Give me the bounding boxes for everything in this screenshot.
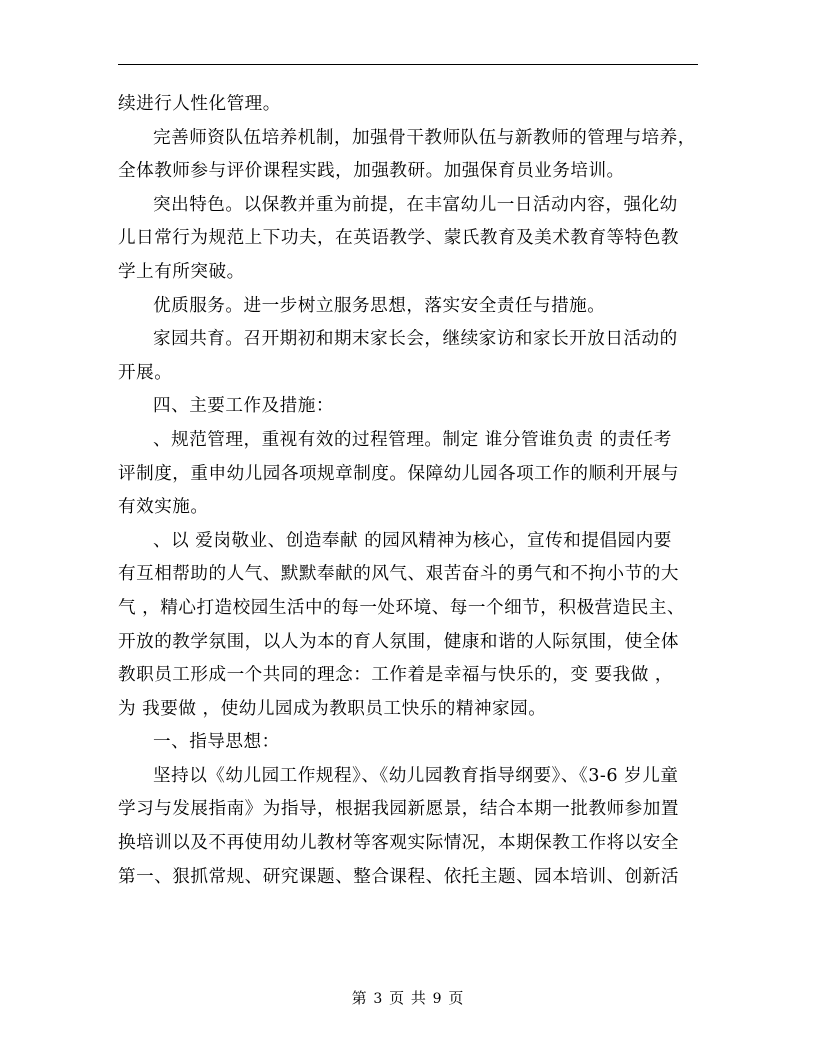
text-line: 、规范管理，重视有效的过程管理。制定 谁分管谁负责 的责任考 <box>153 429 672 450</box>
footer-middle: 页 共 <box>389 989 427 1007</box>
text-line: 学上有所突破。 <box>118 261 245 282</box>
total-page-number: 9 <box>432 991 443 1007</box>
text-line: 评制度，重申幼儿园各项规章制度。保障幼儿园各项工作的顺利开展与 <box>118 463 679 484</box>
text-line: 一、指导思想： <box>153 732 280 753</box>
text-line: 全体教师参与评价课程实践，加强教研。加强保育员业务培训。 <box>118 161 625 182</box>
text-line: 坚持以《幼儿园工作规程》、《幼儿园教育指导纲要》、《3-6 岁儿童 <box>153 765 679 786</box>
text-line: 四、主要工作及措施： <box>153 396 334 417</box>
text-line: 气 ，精心打造校园生活中的每一处环境、每一个细节，积极营造民主、 <box>118 597 686 618</box>
text-line: 、以 爱岗敬业、创造奉献 的园风精神为核心，宣传和提倡园内要 <box>153 530 672 551</box>
text-line: 开放的教学氛围，以人为本的育人氛围，健康和谐的人际氛围，使全体 <box>118 631 679 652</box>
text-line: 学习与发展指南》为指导，根据我园新愿景，结合本期一批教师参加置 <box>118 799 679 820</box>
text-line: 突出特色。以保教并重为前提，在丰富幼儿一日活动内容，强化幼 <box>153 194 678 215</box>
text-line: 续进行人性化管理。 <box>118 94 281 114</box>
page-footer <box>0 987 816 1008</box>
text-line: 第一、狠抓常规、研究课题、整合课程、依托主题、园本培训、创新活 <box>118 866 679 887</box>
header-rule <box>118 64 698 65</box>
text-line: 为 我要做 ，使幼儿园成为教职员工快乐的精神家园。 <box>118 698 547 719</box>
text-line: 家园共育。召开期初和期末家长会，继续家访和家长开放日活动的 <box>153 329 678 350</box>
footer-prefix: 第 <box>351 989 368 1007</box>
text-line: 有效实施。 <box>118 497 209 518</box>
text-line: 有互相帮助的人气、默默奉献的风气、艰苦奋斗的勇气和不拘小节的大 <box>118 564 679 585</box>
footer-suffix: 页 <box>448 989 465 1007</box>
text-line: 开展。 <box>118 362 173 383</box>
text-line: 教职员工形成一个共同的理念：工作着是幸福与快乐的，变 要我做 ， <box>118 665 674 686</box>
document-body <box>118 88 698 894</box>
current-page-number: 3 <box>373 991 384 1007</box>
text-line: 换培训以及不再使用幼儿教材等客观实际情况，本期保教工作将以安全 <box>118 833 679 854</box>
text-line: 完善师资队伍培养机制，加强骨干教师队伍与新教师的管理与培养， <box>153 127 696 148</box>
text-line: 优质服务。进一步树立服务思想，落实安全责任与措施。 <box>153 295 606 316</box>
text-line: 儿日常行为规范上下功夫，在英语教学、蒙氏教育及美术教育等特色教 <box>118 228 679 249</box>
